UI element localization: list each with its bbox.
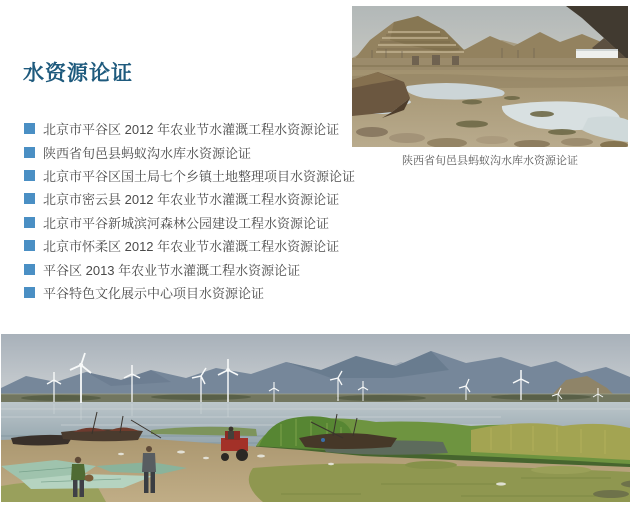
list-item bbox=[24, 211, 355, 234]
list-item-text: 北京市平谷区 2012 年农业节水灌溉工程水资源论证 bbox=[43, 122, 340, 138]
square-bullet-icon bbox=[24, 147, 35, 158]
list-item-text: 平谷区 2013 年农业节水灌溉工程水资源论证 bbox=[43, 262, 301, 278]
square-bullet-icon bbox=[24, 264, 35, 275]
lake-wind-turbines-photo bbox=[1, 334, 630, 502]
square-bullet-icon bbox=[24, 170, 35, 181]
list-item-text: 北京市平谷新城滨河森林公园建设工程水资源论证 bbox=[43, 215, 330, 231]
list-item bbox=[24, 164, 355, 187]
reservoir-photo-illustration bbox=[352, 6, 628, 147]
lake-photo-illustration bbox=[1, 334, 630, 502]
square-bullet-icon bbox=[24, 217, 35, 228]
square-bullet-icon bbox=[24, 123, 35, 134]
project-list bbox=[24, 117, 355, 304]
square-bullet-icon bbox=[24, 193, 35, 204]
photo-caption: 陕西省旬邑县蚂蚁沟水库水资源论证 bbox=[402, 155, 578, 167]
square-bullet-icon bbox=[24, 240, 35, 251]
list-item bbox=[24, 117, 355, 140]
list-item-text: 北京市怀柔区 2012 年农业节水灌溉工程水资源论证 bbox=[43, 239, 340, 255]
square-bullet-icon bbox=[24, 287, 35, 298]
list-item bbox=[24, 281, 355, 304]
list-item-text: 平谷特色文化展示中心项目水资源论证 bbox=[43, 285, 265, 301]
list-item-text: 北京市密云县 2012 年农业节水灌溉工程水资源论证 bbox=[43, 192, 340, 208]
list-item bbox=[24, 234, 355, 257]
list-item-text: 陕西省旬邑县蚂蚁沟水库水资源论证 bbox=[43, 145, 252, 161]
list-item bbox=[24, 140, 355, 163]
list-item bbox=[24, 187, 355, 210]
list-item-text: 北京市平谷区国土局七个乡镇土地整理项目水资源论证 bbox=[43, 168, 356, 184]
page-title: 水资源论证 bbox=[23, 62, 133, 85]
list-item bbox=[24, 257, 355, 280]
reservoir-photo bbox=[352, 6, 628, 147]
